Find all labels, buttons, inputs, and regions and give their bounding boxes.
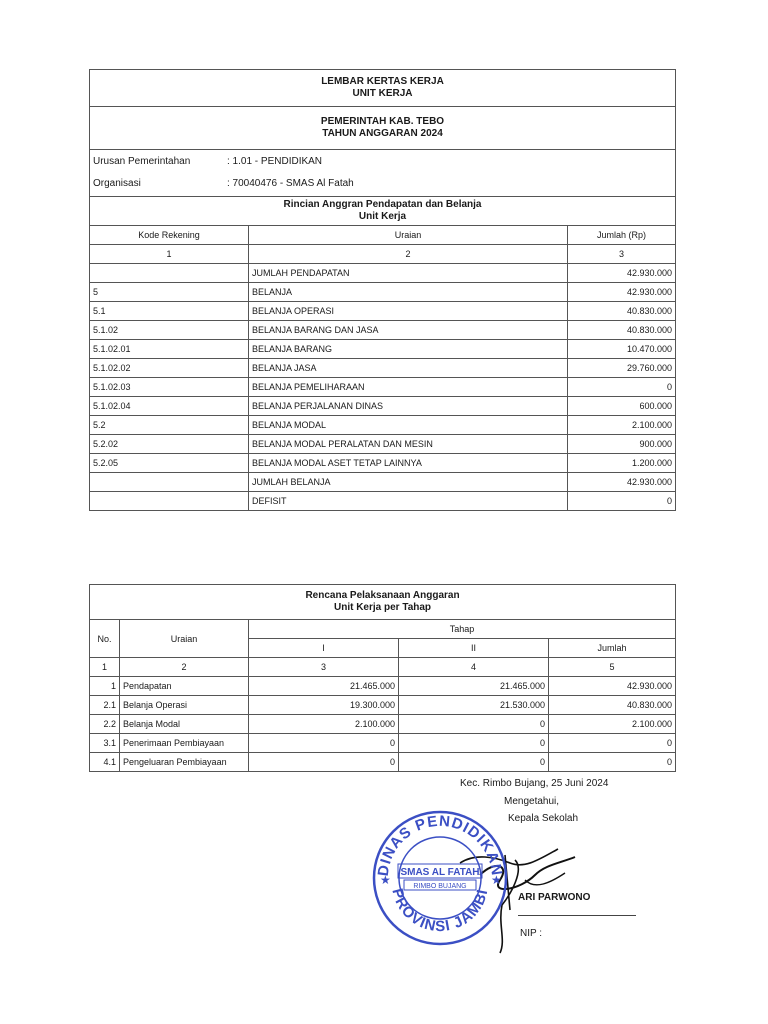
cell-uraian: Belanja Modal [120,715,249,734]
cell-jumlah: 40.830.000 [568,302,676,321]
stamp-bottom-text: PROVINSI JAMBI [388,886,492,936]
doc-title-line1: LEMBAR KERTAS KERJA [321,76,444,87]
rencana-title-line2: Unit Kerja per Tahap [333,602,432,613]
cell-t1: 0 [249,734,399,753]
col-number-5: 5 [549,658,676,677]
cell-kode: 5.1 [90,302,249,321]
cell-jumlah: 10.470.000 [568,340,676,359]
cell-jumlah: 2.100.000 [568,416,676,435]
cell-uraian: BELANJA JASA [249,359,568,378]
place-date: Kec. Rimbo Bujang, 25 Juni 2024 [460,778,609,789]
col-header-tahap-1: I [249,639,399,658]
cell-jumlah: 40.830.000 [549,696,676,715]
cell-no: 2.2 [90,715,120,734]
signatory-name: ARI PARWONO [518,892,591,903]
table-row [90,492,676,511]
col-header-no: No. [90,620,120,658]
table-row [90,302,676,321]
cell-uraian: Pengeluaran Pembiayaan [120,753,249,772]
cell-uraian: BELANJA BARANG [249,340,568,359]
table-row [90,753,676,772]
table-row [90,416,676,435]
cell-jumlah: 0 [549,734,676,753]
cell-t1: 19.300.000 [249,696,399,715]
urusan-label: Urusan Pemerintahan [93,156,191,167]
cell-no: 4.1 [90,753,120,772]
cell-jumlah: 42.930.000 [568,473,676,492]
info-box [90,150,676,197]
cell-uraian: BELANJA PEMELIHARAAN [249,378,568,397]
gov-title-line1: PEMERINTAH KAB. TEBO [320,116,445,127]
table-row [90,397,676,416]
cell-jumlah: 2.100.000 [549,715,676,734]
cell-kode: 5.1.02.03 [90,378,249,397]
table-row [90,321,676,340]
rincian-number-row [90,245,676,264]
cell-uraian: JUMLAH BELANJA [249,473,568,492]
cell-jumlah: 42.930.000 [568,283,676,302]
urusan-value: : 1.01 - PENDIDIKAN [227,156,323,167]
col-number-2: 2 [120,658,249,677]
rencana-table [89,584,676,772]
col-number-1: 1 [90,658,120,677]
cell-uraian: BELANJA [249,283,568,302]
table-row [90,283,676,302]
cell-t2: 21.530.000 [399,696,549,715]
role-text: Kepala Sekolah [508,813,579,824]
stamp-star-left-icon: ★ [380,873,391,887]
cell-t2: 21.465.000 [399,677,549,696]
nip-label: NIP : [520,928,543,939]
col-number-4: 4 [399,658,549,677]
cell-uraian: BELANJA MODAL [249,416,568,435]
col-header-kode: Kode Rekening [90,226,249,245]
table-row [90,715,676,734]
cell-no: 2.1 [90,696,120,715]
cell-jumlah: 600.000 [568,397,676,416]
rincian-title [90,197,676,226]
cell-no: 1 [90,677,120,696]
cell-jumlah: 0 [568,492,676,511]
cell-kode: 5.1.02.04 [90,397,249,416]
col-header-uraian: Uraian [249,226,568,245]
rincian-title-line2: Unit Kerja [358,211,407,222]
table-row [90,378,676,397]
cell-uraian: Penerimaan Pembiayaan [120,734,249,753]
col-header-uraian2: Uraian [120,620,249,658]
cell-jumlah: 29.760.000 [568,359,676,378]
cell-jumlah: 0 [549,753,676,772]
cell-kode: 5.2.05 [90,454,249,473]
cell-uraian: BELANJA PERJALANAN DINAS [249,397,568,416]
stamp-star-right-icon: ★ [491,873,502,887]
rincian-title-line1: Rincian Anggran Pendapatan dan Belanja [283,199,482,210]
cell-t1: 21.465.000 [249,677,399,696]
table-row [90,454,676,473]
table-row [90,677,676,696]
cell-kode: 5.1.02.02 [90,359,249,378]
rincian-table [89,69,676,511]
doc-title [90,70,676,107]
svg-text:PROVINSI JAMBI [388,887,491,935]
cell-jumlah: 0 [568,378,676,397]
cell-kode [90,473,249,492]
table-row [90,696,676,715]
stamp-center-line1: SMAS AL FATAH [400,867,480,878]
cell-uraian: Belanja Operasi [120,696,249,715]
cell-jumlah: 1.200.000 [568,454,676,473]
stamp-top-text: DINAS PENDIDIKAN [374,812,506,878]
table-row [90,473,676,492]
col-number-1: 1 [90,245,249,264]
table-row [90,734,676,753]
cell-jumlah: 42.930.000 [568,264,676,283]
cell-t2: 0 [399,753,549,772]
rencana-title [90,585,676,620]
cell-jumlah: 900.000 [568,435,676,454]
mengetahui-text: Mengetahui, [504,796,560,807]
cell-t2: 0 [399,715,549,734]
doc-title-line2: UNIT KERJA [352,88,413,99]
table-row [90,435,676,454]
rincian-header-row [90,226,676,245]
cell-jumlah: 40.830.000 [568,321,676,340]
table-row [90,359,676,378]
col-header-tahap-jumlah: Jumlah [549,639,676,658]
cell-no: 3.1 [90,734,120,753]
school-stamp [370,808,510,948]
col-header-tahap: Tahap [249,620,676,639]
cell-kode: 5 [90,283,249,302]
cell-kode: 5.1.02.01 [90,340,249,359]
cell-uraian: BELANJA MODAL PERALATAN DAN MESIN [249,435,568,454]
gov-title [90,107,676,150]
cell-jumlah: 42.930.000 [549,677,676,696]
organisasi-value: : 70040476 - SMAS Al Fatah [227,178,354,189]
cell-kode: 5.2.02 [90,435,249,454]
cell-kode: 5.1.02 [90,321,249,340]
table-row [90,264,676,283]
cell-t2: 0 [399,734,549,753]
col-number-3: 3 [249,658,399,677]
cell-kode [90,264,249,283]
stamp-center-line2: RIMBO BUJANG [413,883,467,890]
cell-kode: 5.2 [90,416,249,435]
gov-title-line2: TAHUN ANGGARAN 2024 [322,128,443,139]
rencana-number-row [90,658,676,677]
col-header-tahap-2: II [399,639,549,658]
col-number-2: 2 [249,245,568,264]
cell-t1: 0 [249,753,399,772]
cell-uraian: BELANJA BARANG DAN JASA [249,321,568,340]
col-header-jumlah: Jumlah (Rp) [568,226,676,245]
cell-uraian: Pendapatan [120,677,249,696]
rencana-title-line1: Rencana Pelaksanaan Anggaran [305,590,460,601]
cell-uraian: BELANJA OPERASI [249,302,568,321]
cell-uraian: BELANJA MODAL ASET TETAP LAINNYA [249,454,568,473]
organisasi-label: Organisasi [93,178,141,189]
col-number-3: 3 [568,245,676,264]
cell-t1: 2.100.000 [249,715,399,734]
cell-kode [90,492,249,511]
cell-uraian: DEFISIT [249,492,568,511]
table-row [90,340,676,359]
cell-uraian: JUMLAH PENDAPATAN [249,264,568,283]
